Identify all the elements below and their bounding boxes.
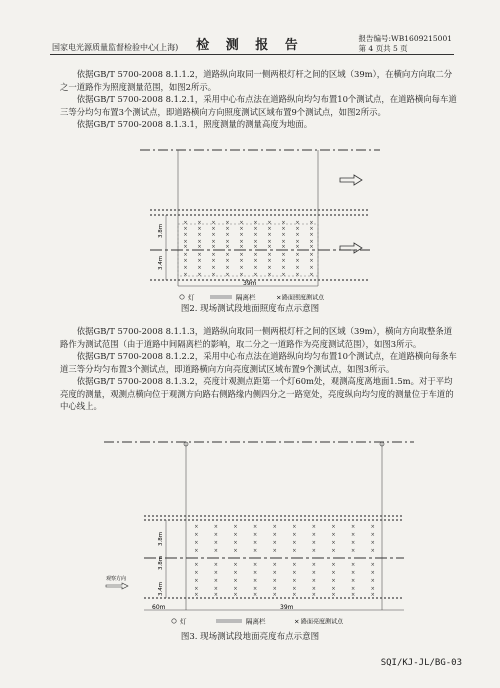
test-point: × [311, 586, 317, 592]
observer-label: 观察方向 [106, 576, 127, 582]
test-point: × [311, 540, 317, 546]
test-point: × [253, 524, 258, 530]
test-point: × [295, 226, 300, 232]
paragraph: 依据GB/T 5700-2008 8.1.3.2，亮度计观测点距第一个灯60m处，观测高度离地面1.5m。对于平均亮度的测量，观测点横向位于观测方向路右侧路缘内侧四分之一路宽处，亮度纵向均匀度的测量位于车道的中心线上。 [60, 376, 454, 411]
test-point: × [183, 258, 188, 264]
test-point: × [370, 532, 375, 538]
test-point: × [309, 252, 314, 258]
legend-label: 隔离栏 [236, 293, 256, 302]
test-point: × [311, 532, 317, 538]
test-point: × [311, 562, 317, 568]
test-point: × [197, 258, 202, 264]
test-point: × [253, 570, 258, 576]
test-point: × [281, 265, 286, 271]
report-meta [359, 34, 452, 54]
dim-label: 3.4m [158, 581, 164, 596]
paragraph: 依据GB/T 5700-2008 8.1.2.1，采用中心布点法在道路纵向均匀布置10个测试点，在道路横向每车道三等分均匀布置3个测试点，即道路横向方向照度测试区域布置9个测试点，如图2所示。 [60, 94, 457, 117]
test-point: × [233, 592, 238, 598]
point-legend-icon: × [294, 617, 300, 626]
form-code: SQI/KJ-JL/BG-03 [380, 658, 462, 668]
test-point: × [331, 586, 336, 592]
test-point: × [267, 244, 272, 250]
test-point: × [253, 272, 258, 278]
test-point: × [183, 226, 188, 232]
test-point: × [253, 239, 258, 245]
test-point: × [281, 232, 286, 238]
test-point: × [267, 258, 272, 264]
test-point: × [197, 239, 202, 245]
org-name: 国家电光源质量监督检验中心(上海) [52, 43, 179, 52]
report-number: 报告编号:WB1609215001 [358, 34, 452, 43]
test-point: × [233, 586, 238, 592]
test-point: × [253, 592, 258, 598]
test-point: × [194, 524, 199, 530]
figure-2-diagram [140, 146, 380, 311]
test-point: × [370, 586, 375, 592]
test-point: × [309, 220, 314, 226]
test-point: × [311, 548, 317, 554]
test-point: × [351, 548, 356, 554]
lamp-legend-icon [172, 619, 176, 623]
test-point: × [309, 232, 314, 238]
test-point: × [253, 258, 258, 264]
test-point: × [311, 524, 317, 530]
test-point: × [194, 586, 199, 592]
test-point: × [370, 524, 375, 530]
test-point: × [292, 562, 297, 568]
test-point: × [211, 265, 216, 271]
test-point: × [225, 258, 230, 264]
test-point: × [267, 252, 272, 258]
test-point: × [233, 570, 238, 576]
section-illuminance-text [60, 68, 460, 131]
test-point: × [331, 540, 336, 546]
test-point: × [194, 592, 199, 598]
test-point: × [213, 540, 219, 546]
test-point: × [183, 252, 188, 258]
test-point: × [309, 226, 314, 232]
test-point: × [267, 265, 272, 271]
test-point: × [253, 252, 258, 258]
test-point: × [351, 532, 356, 538]
test-point: × [213, 524, 219, 530]
test-point: × [253, 226, 258, 232]
lamp-legend-icon [180, 295, 184, 299]
test-point: × [183, 244, 188, 250]
test-point: × [253, 586, 258, 592]
divider-legend-icon [210, 295, 232, 299]
test-point: × [183, 239, 188, 245]
dim-label: 39m [280, 604, 294, 611]
test-point: × [351, 570, 356, 576]
dim-label: 39m [243, 280, 257, 287]
test-point: × [253, 232, 258, 238]
test-point: × [197, 265, 202, 271]
paragraph: 依据GB/T 5700-2008 8.1.1.2，道路纵向取同一侧两根灯杆之间的区域（39m），在横向方向取二分之一道路作为照度测量范围，如图2所示。 [60, 69, 453, 92]
dim-label: 3.8m [158, 555, 164, 570]
test-point: × [295, 272, 300, 278]
dim-label: 3.8m [158, 223, 164, 238]
test-point: × [267, 226, 272, 232]
test-point: × [211, 226, 216, 232]
test-point: × [253, 540, 258, 546]
test-point: × [351, 524, 356, 530]
paragraph: 依据GB/T 5700-2008 8.1.2.2，采用中心布点法在道路纵向均匀布置10个测试点，在道路横向每条车道三等分均匀布置3个测试点，即道路横向方向亮度测试区域布置9个测试点，如图3所示。 [60, 351, 457, 374]
test-point: × [225, 232, 230, 238]
test-point: × [351, 586, 356, 592]
test-point: × [213, 548, 219, 554]
test-point: × [281, 258, 286, 264]
test-point: × [331, 570, 336, 576]
report-title: 检 测 报 告 [196, 38, 304, 53]
figure-2-caption: 图2. 现场测试段地面照度布点示意图 [180, 304, 320, 314]
header-rule [50, 54, 454, 55]
test-point: × [211, 232, 216, 238]
test-point: × [311, 592, 317, 598]
test-point: × [309, 258, 314, 264]
test-point: × [225, 239, 230, 245]
test-point: × [311, 578, 317, 584]
test-point: × [295, 244, 300, 250]
test-point: × [239, 244, 244, 250]
test-point: × [272, 532, 277, 538]
test-point: × [331, 592, 336, 598]
test-point: × [253, 578, 258, 584]
page-number: 第 4 页共 5 页 [358, 44, 408, 53]
test-point: × [309, 272, 314, 278]
test-point: × [194, 548, 199, 554]
test-point: × [295, 265, 300, 271]
test-point: × [213, 586, 219, 592]
dim-label: 3.4m [158, 255, 164, 270]
test-point: × [292, 586, 297, 592]
test-point: × [197, 232, 202, 238]
test-point: × [233, 524, 238, 530]
test-point: × [233, 578, 238, 584]
test-point: × [211, 220, 216, 226]
test-point: × [292, 570, 297, 576]
test-point: × [267, 239, 272, 245]
test-point: × [331, 578, 336, 584]
test-point: × [272, 592, 277, 598]
test-point: × [213, 532, 219, 538]
figure-3-diagram [104, 438, 414, 648]
test-point: × [253, 548, 258, 554]
test-point: × [213, 578, 219, 584]
test-point: × [194, 540, 199, 546]
test-point: × [233, 562, 238, 568]
test-point: × [295, 258, 300, 264]
test-point: × [239, 252, 244, 258]
test-point: × [197, 272, 202, 278]
test-point: × [281, 226, 286, 232]
test-point: × [239, 220, 244, 226]
test-point: × [281, 252, 286, 258]
test-point: × [239, 265, 244, 271]
test-point: × [309, 244, 314, 250]
test-point: × [239, 232, 244, 238]
test-point: × [253, 220, 258, 226]
test-point: × [233, 540, 238, 546]
observer-arrow-icon [106, 583, 128, 589]
divider-legend-icon [216, 619, 242, 623]
test-point: × [331, 532, 336, 538]
test-point: × [213, 592, 219, 598]
test-point: × [292, 532, 297, 538]
test-point: × [197, 220, 202, 226]
test-point: × [295, 232, 300, 238]
test-point: × [194, 562, 199, 568]
test-point: × [267, 272, 272, 278]
test-point: × [213, 562, 219, 568]
legend-label: 灯 [180, 617, 187, 626]
test-point: × [225, 252, 230, 258]
test-point: × [272, 548, 277, 554]
test-point: × [309, 265, 314, 271]
test-point: × [370, 540, 375, 546]
test-point: × [281, 272, 286, 278]
test-point: × [272, 524, 277, 530]
legend-label: 路面照度测试点 [282, 294, 325, 302]
test-point: × [194, 578, 199, 584]
test-point: × [253, 532, 258, 538]
test-point: × [239, 239, 244, 245]
direction-arrow-left [340, 175, 362, 185]
test-point: × [197, 252, 202, 258]
test-point: × [253, 265, 258, 271]
test-point: × [225, 244, 230, 250]
test-point: × [239, 226, 244, 232]
test-point: × [197, 244, 202, 250]
dim-label: 60m [152, 604, 166, 611]
dim-label: 3.8m [158, 531, 164, 546]
test-point: × [292, 524, 297, 530]
test-point: × [311, 570, 317, 576]
test-point: × [213, 570, 219, 576]
figure-3-caption: 图3. 现场测试段地面亮度布点示意图 [180, 632, 320, 642]
test-point: × [281, 220, 286, 226]
test-point: × [292, 592, 297, 598]
test-point: × [267, 232, 272, 238]
test-point: × [272, 562, 277, 568]
test-point: × [211, 272, 216, 278]
section-luminance-text [60, 325, 460, 413]
test-point: × [239, 258, 244, 264]
test-point: × [370, 548, 375, 554]
test-point: × [211, 258, 216, 264]
test-point: × [272, 578, 277, 584]
legend-label: 灯 [188, 293, 195, 302]
test-point: × [370, 570, 375, 576]
test-point: × [281, 239, 286, 245]
test-point: × [267, 220, 272, 226]
test-point: × [211, 252, 216, 258]
test-point: × [272, 586, 277, 592]
test-point: × [281, 244, 286, 250]
test-point: × [295, 220, 300, 226]
test-point: × [351, 540, 356, 546]
legend-label: 路面亮度测试点 [301, 618, 344, 626]
test-point: × [351, 578, 356, 584]
test-point: × [225, 220, 230, 226]
test-point: × [183, 232, 188, 238]
test-point: × [211, 244, 216, 250]
test-point: × [194, 532, 199, 538]
test-point: × [370, 592, 375, 598]
test-point: × [272, 570, 277, 576]
test-point: × [211, 239, 216, 245]
test-point: × [370, 562, 375, 568]
test-point: × [309, 239, 314, 245]
test-point: × [292, 540, 297, 546]
test-point: × [197, 226, 202, 232]
test-point: × [233, 548, 238, 554]
test-point: × [253, 244, 258, 250]
test-point: × [253, 562, 258, 568]
test-point: × [331, 524, 336, 530]
point-legend-icon: × [276, 293, 282, 302]
test-point: × [272, 540, 277, 546]
test-point: × [225, 272, 230, 278]
test-point: × [331, 548, 336, 554]
test-point: × [183, 265, 188, 271]
test-point: × [295, 252, 300, 258]
test-point: × [292, 548, 297, 554]
test-point: × [295, 239, 300, 245]
test-point: × [194, 570, 199, 576]
test-point: × [225, 265, 230, 271]
paragraph: 依据GB/T 5700-2008 8.1.3.1，照度测量的测量高度为地面。 [76, 119, 313, 129]
test-point: × [225, 226, 230, 232]
test-point: × [233, 532, 238, 538]
test-point: × [351, 562, 356, 568]
test-point: × [183, 220, 188, 226]
legend-label: 隔离栏 [246, 617, 266, 626]
test-point: × [239, 272, 244, 278]
paragraph: 依据GB/T 5700-2008 8.1.1.3，道路纵向取同一侧两根灯杆之间的区域（39m），横向方向取整条道路作为测试范围（由于道路中间隔离栏的影响，取二分之一道路作为亮度测试范围），如图3所示。 [60, 326, 453, 349]
test-point: × [331, 562, 336, 568]
test-point: × [292, 578, 297, 584]
test-point: × [183, 272, 188, 278]
test-point: × [370, 578, 375, 584]
test-point: × [351, 592, 356, 598]
